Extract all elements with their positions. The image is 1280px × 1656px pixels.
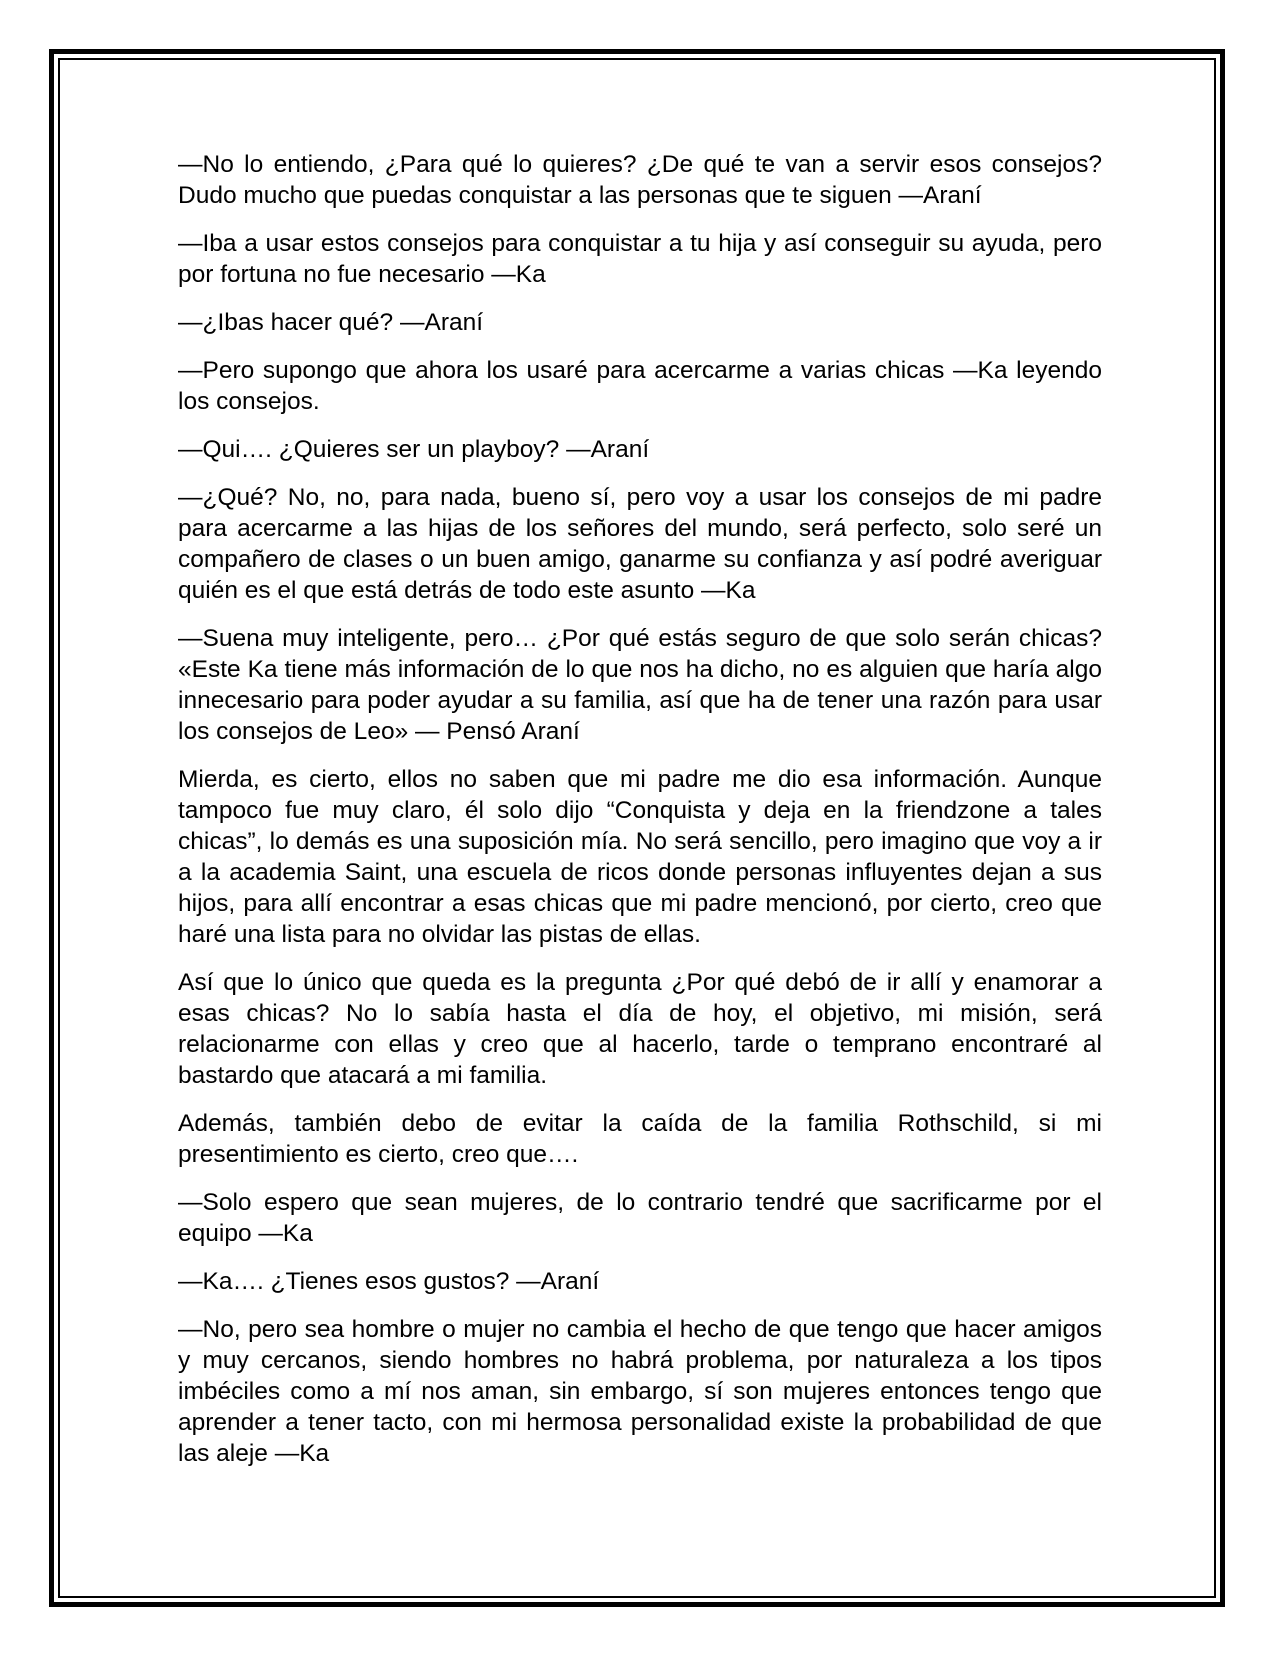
paragraph: —¿Ibas hacer qué? —Araní [178, 309, 484, 336]
paragraph: —¿Qué? No, no, para nada, bueno sí, pero voy a usar los consejos de mi padre para acercarme a las hijas de los señores del mundo, será perfecto, solo seré un compañero de clases o un buen amigo, ganarme su confianza y así podré averiguar quién es el que está detrás de todo este asunto —Ka [178, 484, 1102, 604]
paragraph: —Qui…. ¿Quieres ser un playboy? —Araní [178, 436, 650, 463]
paragraph: —Pero supongo que ahora los usaré para acercarme a varias chicas —Ka leyendo los consejos. [178, 357, 1102, 415]
paragraph: —Solo espero que sean mujeres, de lo contrario tendré que sacrificarme por el equipo —Ka [178, 1189, 1102, 1247]
paragraph: Así que lo único que queda es la pregunta ¿Por qué debó de ir allí y enamorar a esas chicas? No lo sabía hasta el día de hoy, el objetivo, mi misión, será relacionarme con ellas y creo que al hacerlo, tarde o temprano encontraré al bastardo que atacará a mi familia. [178, 969, 1102, 1089]
paragraph: —Iba a usar estos consejos para conquistar a tu hija y así conseguir su ayuda, pero por fortuna no fue necesario —Ka [178, 230, 1102, 288]
page-body [178, 149, 1102, 1486]
paragraph: —Ka…. ¿Tienes esos gustos? —Araní [178, 1268, 600, 1295]
paragraph: —No lo entiendo, ¿Para qué lo quieres? ¿De qué te van a servir esos consejos? Dudo mucho que puedas conquistar a las personas que te siguen —Araní [178, 151, 1102, 209]
paragraph: —Suena muy inteligente, pero… ¿Por qué estás seguro de que solo serán chicas? «Este Ka tiene más información de lo que nos ha dicho, no es alguien que haría algo innecesario para poder ayudar a su familia, así que ha de tener una razón para usar los consejos de Leo» — Pensó Araní [178, 625, 1102, 745]
paragraph: Mierda, es cierto, ellos no saben que mi padre me dio esa información. Aunque tampoco fue muy claro, él solo dijo “Conquista y deja en la friendzone a tales chicas”, lo demás es una suposición mía. No será sencillo, pero imagino que voy a ir a la academia Saint, una escuela de ricos donde personas influyentes dejan a sus hijos, para allí encontrar a esas chicas que mi padre mencionó, por cierto, creo que haré una lista para no olvidar las pistas de ellas. [178, 766, 1102, 948]
paragraph: Además, también debo de evitar la caída de la familia Rothschild, si mi presentimiento es cierto, creo que…. [178, 1110, 1102, 1168]
paragraph: —No, pero sea hombre o mujer no cambia el hecho de que tengo que hacer amigos y muy cercanos, siendo hombres no habrá problema, por naturaleza a los tipos imbéciles como a mí nos aman, sin embargo, sí son mujeres entonces tengo que aprender a tener tacto, con mi hermosa personalidad existe la probabilidad de que las aleje —Ka [178, 1316, 1102, 1467]
